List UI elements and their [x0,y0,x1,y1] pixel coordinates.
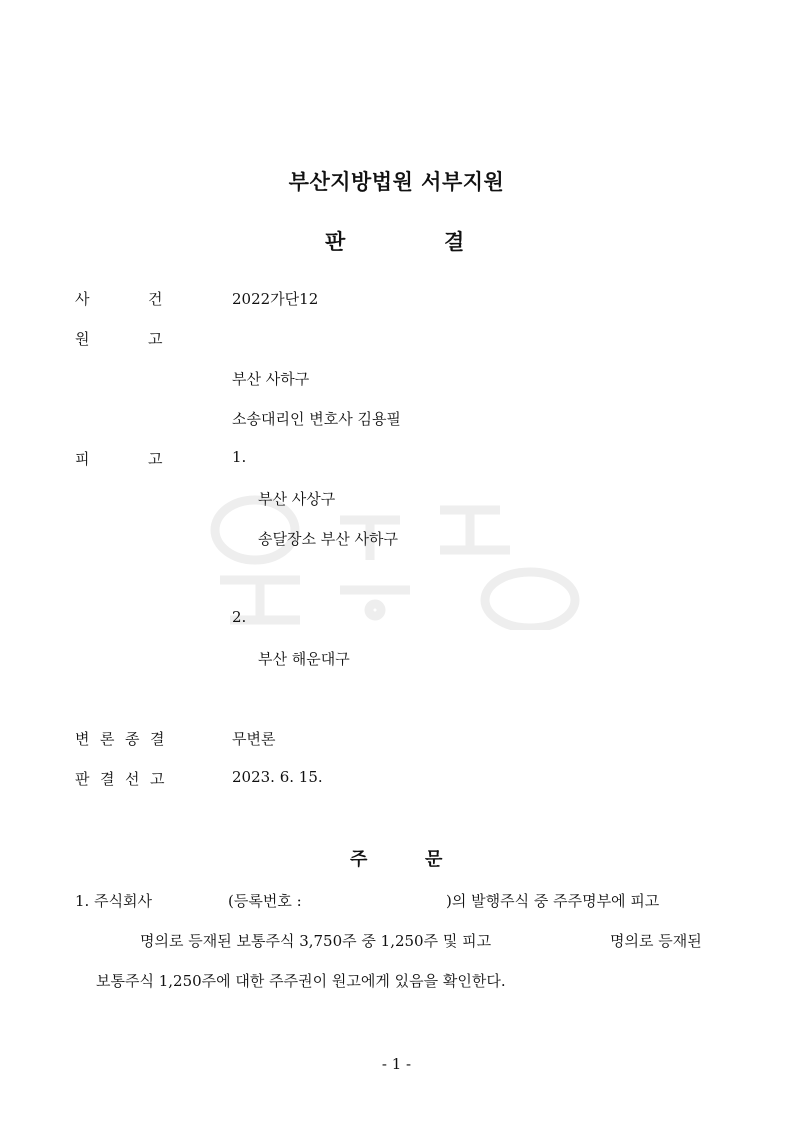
document-title-char-2: 결 [444,230,465,254]
defendant-1-number: 1. [232,448,247,466]
order-line-3: 보통주식 1,250주에 대한 주주권이 원고에게 있음을 확인한다. [96,972,506,990]
plaintiff-attorney: 소송대리인 변호사 김용필 [232,410,401,428]
defendant-2-address: 부산 해운대구 [258,650,350,668]
document-title-char-1: 판 [325,230,346,254]
defendant-1-address: 부산 사상구 [258,490,336,508]
plaintiff-label-char-2: 고 [148,330,163,348]
defendant-2-number: 2. [232,608,247,626]
hearing-label-char-3: 종 [125,730,140,748]
case-label-char-1: 사 [75,290,90,308]
hearing-label-char-1: 변 [75,730,90,748]
page-number: - 1 - [381,1055,412,1073]
hearing-label-char-4: 결 [150,730,165,748]
plaintiff-address: 부산 사하구 [232,370,310,388]
hearing-label-char-2: 론 [100,730,115,748]
defendant-label-char-2: 고 [148,450,163,468]
judgment-label-char-3: 선 [125,770,140,788]
plaintiff-label-char-1: 원 [75,330,90,348]
judgment-date: 2023. 6. 15. [232,768,323,786]
judgment-label-char-1: 판 [75,770,90,788]
hearing-conclusion-value: 무변론 [232,730,276,748]
order-line-1-registration: (등록번호 : [228,892,302,910]
order-line-2-end: 명의로 등재된 [610,932,702,950]
judgment-label-char-4: 고 [150,770,165,788]
order-title-char-1: 주 [350,849,368,870]
case-number: 2022가단12 [232,290,319,308]
case-label-char-2: 건 [148,290,163,308]
order-title-char-2: 문 [425,849,443,870]
order-line-2-start: 명의로 등재된 보통주식 3,750주 중 1,250주 및 피고 [140,932,492,950]
defendant-label-char-1: 피 [75,450,90,468]
judgment-label-char-2: 결 [100,770,115,788]
order-line-1-end: )의 발행주식 중 주주명부에 피고 [446,892,660,910]
order-line-1-start: 1. 주식회사 [75,892,153,910]
defendant-1-service-address: 송달장소 부산 사하구 [258,530,398,548]
court-name: 부산지방법원 서부지원 [288,170,505,194]
